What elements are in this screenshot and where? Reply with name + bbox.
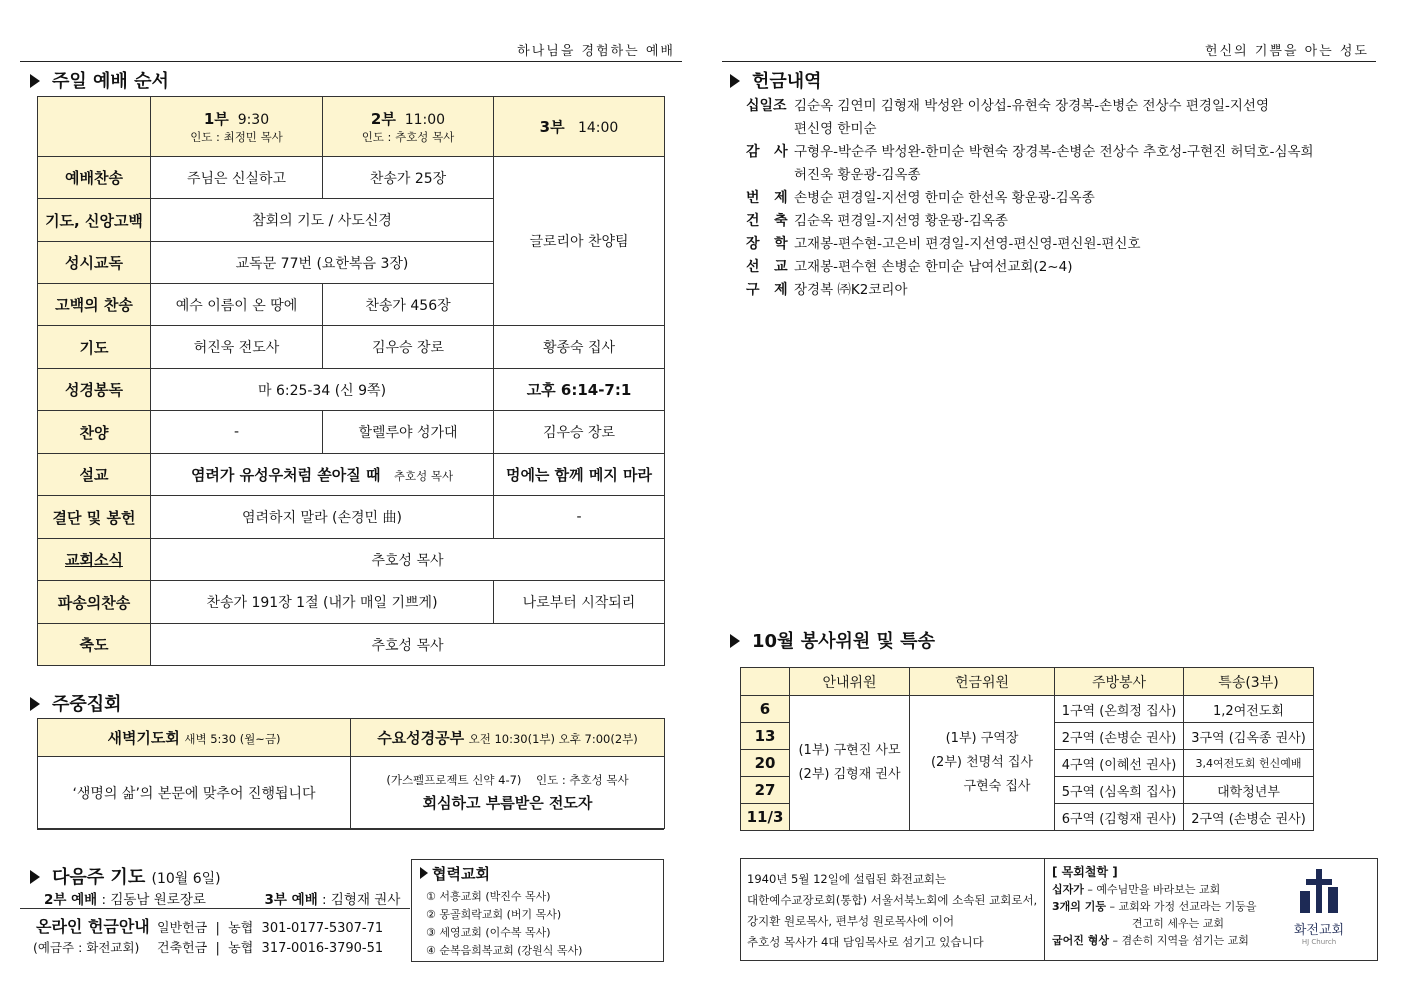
worship-order-title: 주일 예배 순서 [30, 67, 169, 93]
row-label: 찬양 [38, 411, 151, 454]
online-offering-holder: (예금주 : 화전교회) [33, 940, 140, 955]
offering-staff-cell: (1부) 구역장 (2부) 천명석 집사 구현숙 집사 [910, 696, 1055, 831]
row-label: 고백의 찬송 [38, 284, 151, 326]
table-row [38, 97, 665, 157]
table-row: 6 (1부) 구현진 사모 (2부) 김형재 권사 (1부) 구역장 (2부) 천명석 집사 구현숙 집사 1구역 (온희정 집사) 1,2여전도회 [741, 696, 1314, 723]
october-table [740, 667, 1314, 831]
table-row: ‘생명의 삶’의 본문에 맞추어 진행됩니다 (가스펠프로젝트 신약 4-7) 인도 : 추호성 목사 회심하고 부름받은 전도자 [38, 757, 665, 829]
list-item: ③ 세영교회 (이수복 목사) [426, 926, 551, 939]
sermon-title: 염려가 유성우처럼 쏟아질 때 [190, 466, 381, 484]
list-item: 장 학 고재봉-편수현-고은비 편경일-지선영-편신영-편신원-편신호 [746, 236, 1141, 252]
october-title: 10월 봉사위원 및 특송 [730, 627, 935, 653]
guides-cell: (1부) 구현진 사모 (2부) 김형재 권사 [790, 696, 910, 831]
table-row: 13 2구역 (손병순 권사) 3구역 (김옥종 권사) [741, 723, 1314, 750]
sermon-speaker: 추호성 목사 [393, 469, 454, 483]
philosophy-block: [ 목회철학 ] 십자가 – 예수님만을 바라보는 교회 3개의 기둥 – 교회와 가정 선교라는 기둥을 견고히 세우는 교회 굽어진 형상 – 겸손히 지역을 섬기는 교회 [1052, 865, 1257, 947]
list-item: 번 제 손병순 편경일-지선영 한미순 한선옥 황운광-김옥종 [746, 190, 1095, 206]
online-offering-row-1: 일반헌금 | 농협 301-0177-5307-71 [157, 921, 384, 936]
list-item: 구 제 장경복 ㈜K2코리아 [746, 282, 908, 298]
table-row: 교회소식 추호성 목사 [38, 539, 665, 581]
table-row: 11/3 6구역 (김형재 권사) 2구역 (손병순 권사) [741, 804, 1314, 831]
next-prayer-line: 2부 예배 : 김동남 원로장로 3부 예배 : 김형재 권사 [44, 892, 401, 908]
church-cross-icon [1298, 867, 1340, 915]
row-label: 성경봉독 [38, 369, 151, 411]
offerings-title: 헌금내역 [730, 67, 822, 93]
table-row: 고백의 찬송 예수 이름이 온 땅에 찬송가 456장 [38, 284, 665, 326]
table-row: 기도 허진욱 전도사 김우승 장로 황종숙 집사 [38, 326, 665, 369]
service-2-header: 2부 11:00 인도 : 추호성 목사 [323, 97, 494, 157]
weekday-table [37, 718, 665, 829]
row-label: 예배찬송 [38, 157, 151, 199]
row-label: 파송의찬송 [38, 581, 151, 624]
table-row: 새벽기도회 새벽 5:30 (월~금) 수요성경공부 오전 10:30(1부) 오후 7:00(2부) [38, 719, 665, 757]
gloria-team: 글로리아 찬양팀 [494, 157, 665, 326]
online-offering-title: 온라인 헌금안내 [36, 917, 150, 936]
row-label: 기도 [38, 326, 151, 369]
list-item: ② 몽골희락교회 (버기 목사) [426, 908, 562, 921]
table-row: 설교 염려가 유성우처럼 쏟아질 때 추호성 목사 멍에는 함께 메지 마라 [38, 454, 665, 496]
church-info-box [740, 858, 1378, 961]
row-label: 교회소식 [38, 539, 151, 581]
partner-churches-box: 협력교회 ① 서흥교회 (박진수 목사) ② 몽골희락교회 (버기 목사) ③ 세영교회 (이수복 목사) ④ 순복음희복교회 (강원식 목사) [411, 859, 664, 962]
triangle-bullet-icon [30, 870, 40, 884]
row-label: 결단 및 봉헌 [38, 496, 151, 539]
table-row: 파송의찬송 찬송가 191장 1절 (내가 매일 기쁘게) 나로부터 시작되리 [38, 581, 665, 624]
table-row: 20 4구역 (이혜선 권사) 3,4여전도회 헌신예배 [741, 750, 1314, 777]
church-history: 1940년 5월 12일에 설립된 화전교회는 대한예수교장로회(통합) 서울서북노회에 소속된 교회로서, 강지환 원로목사, 편부성 원로목사에 이어 추호성 목사가 4대 담임목사로 섬기고 있습니다 [747, 872, 1038, 949]
church-logo: 화전교회 HJ Church [1289, 867, 1349, 946]
table-row: 성시교독 교독문 77번 (요한복음 3장) [38, 242, 665, 284]
right-page-header: 헌신의 기쁨을 아는 성도 [1205, 44, 1369, 59]
online-offering-row-2: 건축헌금 | 농협 317-0016-3790-51 [157, 941, 384, 956]
list-item: 건 축 김순옥 편경일-지선영 황운광-김옥종 [746, 213, 1008, 229]
row-label: 성시교독 [38, 242, 151, 284]
row-label: 기도, 신앙고백 [38, 199, 151, 242]
table-row: 축도 추호성 목사 [38, 624, 665, 666]
list-item: 감 사 구형우-박순주 박성완-한미순 박현숙 장경복-손병순 전상수 추호성-구현진 허덕호-심옥희 [746, 144, 1314, 160]
service-1-header: 1부 9:30 인도 : 최정민 목사 [151, 97, 323, 157]
list-item: 십일조 김순옥 김연미 김형재 박성완 이상섭-유현숙 장경복-손병순 전상수 편경일-지선영 [746, 98, 1270, 114]
triangle-bullet-icon [730, 634, 740, 648]
table-row: 예배찬송 주님은 신실하고 찬송가 25장 글로리아 찬양팀 [38, 157, 665, 199]
list-item: ① 서흥교회 (박진수 목사) [426, 890, 551, 903]
triangle-bullet-icon [420, 867, 428, 879]
table-row: 안내위원 헌금위원 주방봉사 특송(3부) [741, 668, 1314, 696]
list-item: ④ 순복음희복교회 (강원식 목사) [426, 944, 583, 957]
weekday-title: 주중집회 [30, 690, 122, 716]
service-3-header: 3부 14:00 [494, 97, 665, 157]
offerings-list [746, 95, 1314, 302]
left-page-header: 하나님을 경험하는 예배 [517, 44, 675, 59]
list-item: 편신영 한미순 [794, 121, 877, 137]
table-row: 결단 및 봉헌 염려하지 말라 (손경민 曲) - [38, 496, 665, 539]
triangle-bullet-icon [730, 74, 740, 88]
row-label: 설교 [38, 454, 151, 496]
triangle-bullet-icon [30, 697, 40, 711]
worship-order-table [37, 96, 665, 666]
row-label: 축도 [38, 624, 151, 666]
table-row: 찬양 - 할렐루야 성가대 김우승 장로 [38, 411, 665, 454]
table-row: 성경봉독 마 6:25-34 (신 9쪽) 고후 6:14-7:1 [38, 369, 665, 411]
list-item: 선 교 고재봉-편수현 손병순 한미순 남여선교회(2~4) [746, 259, 1073, 275]
table-row: 기도, 신앙고백 참회의 기도 / 사도신경 [38, 199, 665, 242]
table-row: 27 5구역 (심옥희 집사) 대학청년부 [741, 777, 1314, 804]
triangle-bullet-icon [30, 74, 40, 88]
list-item: 허진욱 황운광-김옥종 [794, 167, 921, 183]
next-prayer-title: 다음주 기도 (10월 6일) [30, 863, 221, 889]
